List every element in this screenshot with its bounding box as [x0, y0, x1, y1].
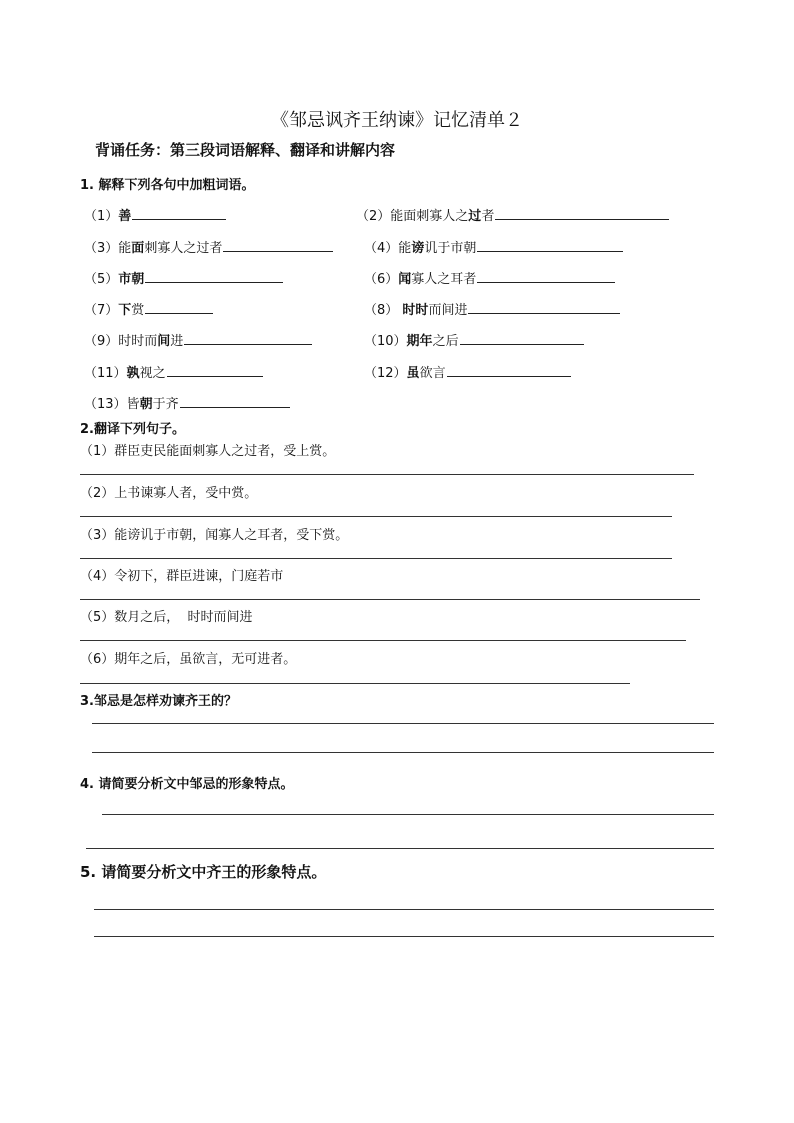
item-number: （1） — [84, 209, 119, 224]
section4-heading: 4. 请简要分析文中邹忌的形象特点。 — [80, 777, 294, 792]
item-number: （9） — [84, 334, 119, 349]
item-number: （11） — [84, 366, 127, 381]
vocab-item-10 — [364, 330, 584, 349]
vocab-item-5 — [84, 268, 283, 287]
vocab-item-13 — [84, 393, 290, 412]
answer-blank[interactable] — [477, 268, 615, 283]
item-bold-word: 虽 — [406, 366, 420, 381]
translate-sentence-4: （4）令初下，群臣进谏，门庭若市 — [80, 569, 284, 584]
answer-blank[interactable] — [184, 330, 312, 345]
section3-heading: 3.邹忌是怎样劝谏齐王的？ — [80, 694, 237, 709]
answer-blank[interactable] — [167, 362, 263, 377]
translate-sentence-1: （1）群臣吏民能面刺寡人之过者，受上赏。 — [80, 444, 336, 459]
item-text-post: 讥于市朝 — [424, 241, 477, 256]
vocab-item-8 — [364, 299, 620, 318]
answer-line[interactable] — [80, 558, 672, 559]
item-bold-word: 孰 — [126, 366, 140, 381]
vocab-item-11 — [84, 362, 263, 381]
item-text-post: 进 — [170, 334, 184, 349]
item-number: （5） — [84, 272, 119, 287]
item-number: （3） — [84, 241, 119, 256]
answer-line[interactable] — [92, 752, 714, 753]
recitation-task: 背诵任务：第三段词语解释、翻译和讲解内容 — [95, 141, 396, 159]
item-bold-word: 善 — [118, 209, 132, 224]
answer-line[interactable] — [94, 909, 714, 910]
item-text-post: 赏 — [131, 303, 145, 318]
answer-blank[interactable] — [145, 299, 213, 314]
section2-heading: 2.翻译下列句子。 — [80, 422, 185, 437]
item-text-post: 而间进 — [428, 303, 468, 318]
item-bold-word: 闻 — [398, 272, 412, 287]
page-title: 《邹忌讽齐王纳谏》记忆清单２ — [271, 110, 523, 131]
answer-line[interactable] — [94, 936, 714, 937]
answer-line[interactable] — [102, 814, 714, 815]
vocab-item-4 — [364, 237, 623, 256]
answer-line[interactable] — [80, 474, 694, 475]
item-bold-word: 下 — [118, 303, 132, 318]
answer-blank[interactable] — [132, 205, 226, 220]
vocab-item-6 — [364, 268, 615, 287]
vocab-item-9 — [84, 330, 312, 349]
item-bold-word: 市朝 — [118, 272, 145, 287]
item-text-post: 之后 — [432, 334, 459, 349]
answer-blank[interactable] — [180, 393, 290, 408]
vocab-item-12 — [364, 362, 571, 381]
vocab-item-1 — [84, 205, 226, 224]
item-bold-word: 过 — [468, 209, 482, 224]
item-number: （8） — [364, 303, 399, 318]
item-text-pre: 能面刺寡人之 — [390, 209, 469, 224]
answer-blank[interactable] — [477, 237, 623, 252]
answer-blank[interactable] — [495, 205, 669, 220]
item-number: （2） — [356, 209, 391, 224]
answer-line[interactable] — [92, 723, 714, 724]
translate-sentence-3: （3）能谤讥于市朝，闻寡人之耳者，受下赏。 — [80, 528, 349, 543]
item-bold-word: 谤 — [411, 241, 425, 256]
answer-line[interactable] — [80, 640, 686, 641]
answer-line[interactable] — [80, 683, 630, 684]
answer-blank[interactable] — [145, 268, 283, 283]
item-text-pre: 能 — [118, 241, 132, 256]
item-text-post: 者 — [481, 209, 495, 224]
section1-heading: 1. 解释下列各句中加粗词语。 — [80, 178, 255, 193]
translate-sentence-2: （2）上书谏寡人者，受中赏。 — [80, 486, 258, 501]
answer-line[interactable] — [80, 516, 672, 517]
item-text-pre: 时时而 — [118, 334, 158, 349]
vocab-item-3 — [84, 237, 333, 256]
translate-sentence-5: （5）数月之后， 时时而间进 — [80, 610, 253, 625]
item-text-post: 刺寡人之过者 — [144, 241, 223, 256]
item-number: （10） — [364, 334, 407, 349]
item-bold-word: 时时 — [402, 303, 429, 318]
item-bold-word: 间 — [157, 334, 171, 349]
item-text-post: 寡人之耳者 — [411, 272, 477, 287]
answer-blank[interactable] — [223, 237, 333, 252]
vocab-item-2 — [356, 205, 669, 224]
answer-line[interactable] — [86, 848, 714, 849]
translate-sentence-6: （6）期年之后，虽欲言，无可进者。 — [80, 652, 297, 667]
answer-blank[interactable] — [447, 362, 571, 377]
section5-heading: 5. 请简要分析文中齐王的形象特点。 — [80, 863, 327, 881]
item-bold-word: 朝 — [139, 397, 153, 412]
answer-blank[interactable] — [460, 330, 584, 345]
item-bold-word: 面 — [131, 241, 145, 256]
item-text-post: 视之 — [139, 366, 166, 381]
item-text-pre: 皆 — [126, 397, 140, 412]
item-text-pre: 能 — [398, 241, 412, 256]
item-number: （12） — [364, 366, 407, 381]
vocab-item-7 — [84, 299, 213, 318]
item-text-post: 欲言 — [419, 366, 446, 381]
item-number: （13） — [84, 397, 127, 412]
item-number: （6） — [364, 272, 399, 287]
item-number: （4） — [364, 241, 399, 256]
answer-line[interactable] — [80, 599, 700, 600]
item-number: （7） — [84, 303, 119, 318]
item-text-post: 于齐 — [152, 397, 179, 412]
item-bold-word: 期年 — [406, 334, 433, 349]
answer-blank[interactable] — [468, 299, 620, 314]
